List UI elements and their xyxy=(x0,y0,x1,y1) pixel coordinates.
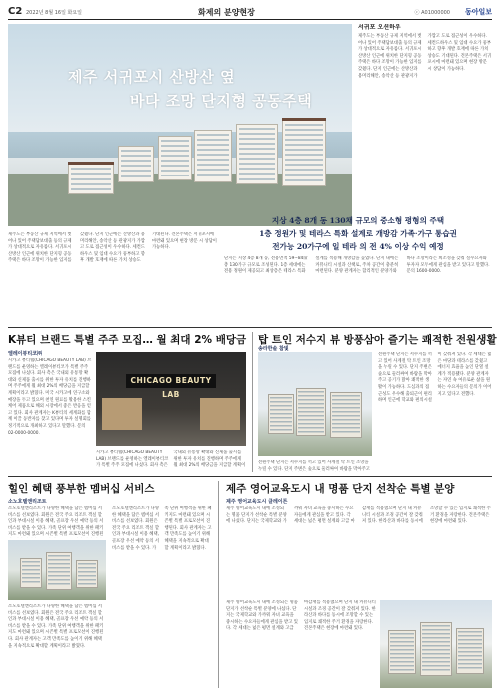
building xyxy=(282,120,326,186)
article3-body-col2: 소노호텔앤리조트가 다양한 혜택을 담은 멤버십 서비스를 선보였다. 회원은 전국 주요 리조트 객실 할인과 부대시설 이용 혜택, 골프장 우선 예약 등의 서비스를 받을 수 있다. 가족 단위 여행객을 위한 패키지도 마련돼 있으며 시즌별 특별 프로모션이 진행된다. 회사 관계자는 고객 만족도를 높이기 위해 혜택을 지속적으로 확대할 계획이라고 밝혔다. xyxy=(112,506,212,551)
article3-body-cont: 소노호텔앤리조트가 다양한 혜택을 담은 멤버십 서비스를 선보였다. 회원은 전국 주요 리조트 객실 할인과 부대시설 이용 혜택, 골프장 우선 예약 등의 서비스를 받을 수 있다. 가족 단위 여행객을 위한 패키지도 마련돼 있으며 시즌별 특별 프로모션이 진행된다. 회사 관계자는 고객 만족도를 높이기 위해 혜택을 지속적으로 확대할 계획이라고 밝혔다. xyxy=(8,604,104,649)
sub-headline xyxy=(224,214,492,253)
store-photo xyxy=(96,352,246,446)
top-article-heading: 서귀포 오션하우 xyxy=(358,24,401,31)
issue-date: 2022년 8월 16일 화요일 xyxy=(26,10,83,16)
article4-tag: 제주 영어교육도시 클레이튼 xyxy=(226,499,288,505)
sub-headline-line2: 1층 정원가 및 테라스 특화 설계로 개방감 가족·가구 통습권 xyxy=(259,229,457,238)
section-title: 화제의 분양현장 xyxy=(198,7,255,17)
article3-body: 소노호텔앤리조트가 다양한 혜택을 담은 멤버십 서비스를 선보였다. 회원은 전국 주요 리조트 객실 할인과 부대시설 이용 혜택, 골프장 우선 예약 등의 서비스를 받을 수 있다. 가족 단위 여행객을 위한 패키지도 마련돼 있으며 시즌별 특별 프로모션이 진행된 xyxy=(8,506,104,538)
article2-body-cont: 전원주택 단지는 저수지를 끼고 있어 사계절 탁 트인 조망을 누릴 수 있다. 단지 주변은 숲으로 둘러싸여 바람을 막아주고 xyxy=(258,460,370,472)
top-article xyxy=(358,24,492,226)
issue-number: ⓒ A01000000 xyxy=(414,10,450,16)
apartment xyxy=(388,630,416,674)
article1-tag: 엘레이뷰티코㈜ xyxy=(8,351,42,357)
hero-title-line2: 바다 조망 단지형 공동주택 xyxy=(130,92,313,110)
sub-headline-line3: 전가능 20가구에 일 테라 의 전 4% 이상 수익 예정 xyxy=(272,242,444,251)
article3-tag: 소노호텔앤리조트 xyxy=(8,499,47,505)
mid-article-body: 단지는 지상 4층 8개 동, 전용면적 59∼84㎡ 총 130가구 규모로 조성된다. 1층 세대에는 전용 정원이 제공되고 최상층은 테라스 특화 설계를 적용해 개방감을 높였다. 단지 내에는 커뮤니티 시설과 산책로, 주차 공간이 충분히 마련된다. 분양 관계자는 합리적인 분양가와 바다 조망이라는 희소성을 갖춰 실수요자와 투자자 모두에게 관심을 받고 있다고 말했다. 문의 1600-0000. xyxy=(224,256,490,275)
section-divider xyxy=(8,327,492,328)
article2-title: 탑 트인 저수지 뷰 방풍삼아 즐기는 쾌적한 전원생활 xyxy=(258,334,497,346)
resort-building xyxy=(46,552,72,590)
resort-building xyxy=(76,560,98,588)
article1-body-cont: 시카고 뷰티랩(CHICAGO BEAUTY LAB) 브랜드를 운영하는 엘레이뷰티코가 특별 주주 모집에 나섰다. 회사 측은 국내외 유통망 확대와 신제품 출시를 위한 투자 유치를 진행하며 주주에게 월 최대 2%의 배당금을 지급할 계획이 xyxy=(96,450,246,469)
building xyxy=(118,146,154,182)
house xyxy=(268,394,294,434)
article4-body-cont: 제주 영어교육도시 내에 조성되는 명품 단지가 선착순 특별 분양에 나섰다. 단지는 국제학교와 가까워 자녀 교육을 중시하는 수요자들에게 관심을 받고 있다. 각 세대는 넓은 평면 설계와 고급 마감재를 적용했으며 단지 내 커뮤니티 시설과 조경 공간이 잘 갖춰져 있다. 한라산과 바다를 동시에 조망할 수 있는 입지로 쾌적한 주거 환경을 자랑한다. 견본주택은 현장에 마련돼 있다. xyxy=(226,600,376,632)
roof xyxy=(68,162,114,165)
house xyxy=(330,392,362,438)
article1-body: 시카고 뷰티랩(CHICAGO BEAUTY LAB) 브랜드를 운영하는 엘레이뷰티코가 특별 주주 모집에 나섰다. 회사 측은 국내외 유통망 확대와 신제품 출시를 위한 투자 유치를 진행하며 주주에게 월 최대 2%의 배당금을 지급할 계획이라고 밝혔다. 미국 시카고에 연구소와 매장을 두고 있으며 천연 원료를 활용한 스킨케어 제품으로 해외 시장에서 좋은 반응을 얻고 있다. 회사 관계자는 K뷰티의 세계화를 함께 이끌 동반자를 찾고 있다며 투자 설명회를 정기적으로 개최하고 있다고 말했다. 문의 02-0000-0000. xyxy=(8,358,92,436)
shelf xyxy=(200,398,240,430)
shelf xyxy=(102,398,142,430)
sub-headline-line1: 지상 4층 8개 동 130채 규모의 중소형 평형의 주택 xyxy=(271,216,445,225)
apartment xyxy=(456,628,484,674)
page-number: C2 xyxy=(8,6,23,17)
article2-body: 전원주택 단지는 저수지를 끼고 있어 사계절 탁 트인 조망을 누릴 수 있다. 단지 주변은 숲으로 둘러싸여 바람을 막아주고 공기가 맑아 쾌적한 생활이 가능하다. 도심과의 접근성도 우수해 출퇴근이 편리하며 인근에 학교와 편의시설이 갖춰져 있다. 각 세대는 넓은 마당과 테라스를 갖췄고 에너지 효율을 높인 단열 설계가 적용됐다. 분양 관계자는 자연 속 여유로운 삶을 원하는 수요자들의 문의가 이어지고 있다고 전했다. xyxy=(378,352,492,404)
article1-title: K뷰티 브랜드 특별 주주 모집… 월 최대 2% 배당금 xyxy=(8,334,247,346)
apartment-photo xyxy=(380,600,492,688)
hero-article-body: 제주도는 부동산 규제 지역에서 벗어나 있어 주택담보대출 등의 규제가 상대적으로 자유롭다. 서귀포시 산방산 인근에 위치한 단지형 공동주택은 바다 조망이 가능한 입지를 갖췄다. 단지 인근에는 산방산과 용머리해안, 송악산 등 관광지가 가깝고 도로 접근성이 우수하다. 세컨드하우스 및 임대 수요가 풍부하고 향후 개발 호재에 따른 가치 상승도 기대된다. 견본주택은 서귀포시에 마련돼 있으며 현장 방문 시 상담이 가능하다. xyxy=(8,232,217,264)
building xyxy=(68,164,114,194)
article4-body: 제주 영어교육도시 내에 조성되는 명품 단지가 선착순 특별 분양에 나섰다. 단지는 국제학교와 가까워 자녀 교육을 중시하는 수요자들에게 관심을 받고 있다. 각 세대는 넓은 평면 설계와 고급 마감재를 적용했으며 단지 내 커뮤니티 시설과 조경 공간이 잘 갖춰져 있다. 한라산과 바다를 동시에 조망할 수 있는 입지로 쾌적한 주거 환경을 자랑한다. 견본주택은 현장에 마련돼 있다. xyxy=(226,506,491,525)
building xyxy=(194,130,232,182)
top-article-body: 제주도는 부동산 규제 지역에서 벗어나 있어 주택담보대출 등의 규제가 상대적으로 자유롭다. 서귀포시 산방산 인근에 위치한 단지형 공동주택은 바다 조망이 가능한 입지를 갖췄다. 단지 인근에는 산방산과 용머리해안, 송악산 등 관광지가 가깝고 도로 접근성이 우수하다. 세컨드하우스 및 임대 수요가 풍부하고 향후 개발 호재에 따른 가치 상승도 기대된다. 견본주택은 서귀포시에 마련돼 있으며 현장 방문 시 상담이 가능하다. xyxy=(358,34,492,79)
building xyxy=(158,136,192,180)
newspaper-logo: 동아일보 xyxy=(464,7,492,16)
apartment xyxy=(420,622,452,676)
resort-building xyxy=(20,558,42,588)
resort-photo xyxy=(8,540,106,600)
article2-tag: 송라한솔 참빛 xyxy=(258,346,289,352)
building xyxy=(236,124,278,184)
store-sign: CHICAGO BEAUTY LAB xyxy=(126,374,216,388)
house xyxy=(296,388,326,436)
column-rule xyxy=(218,481,219,688)
article4-title: 제주 영어교육도시 내 명품 단지 선착순 특별 분양 xyxy=(226,483,455,495)
section-divider xyxy=(8,476,492,477)
roof xyxy=(282,118,326,121)
hero-rendering xyxy=(8,24,352,226)
housing-photo xyxy=(258,352,372,456)
hero-title-line1: 제주 서귀포시 산방산 옆 xyxy=(68,68,236,86)
page-header xyxy=(8,6,492,20)
column-rule xyxy=(252,332,253,472)
article3-title: 힐인 혜택 풍부한 멤버십 서비스 xyxy=(8,483,155,495)
